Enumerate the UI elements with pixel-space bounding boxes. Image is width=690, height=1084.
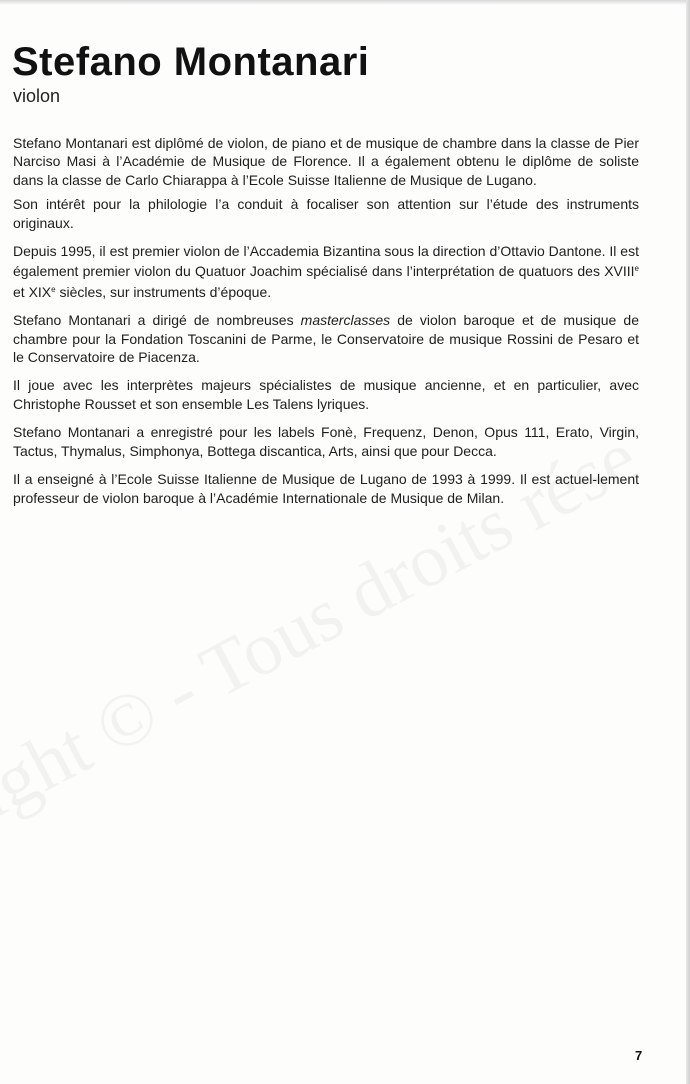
masterclasses-emphasis: masterclasses <box>300 312 391 329</box>
page-title: Stefano Montanari <box>12 40 370 84</box>
bio-paragraph-4-text-b: de violon baroque et de musique de chambre pour la Fondation Toscanini de Parme, le Conservatoire de musique Rossini de Pesaro et le Conservatoire de Piacenza. <box>13 312 639 366</box>
biography-text <box>13 134 639 517</box>
page-subtitle: violon <box>13 86 61 106</box>
scan-edge-top <box>0 0 690 5</box>
page-number: 7 <box>635 1048 643 1063</box>
bio-paragraph-4-text-a: Stefano Montanari a dirigé de nombreuses <box>13 312 301 329</box>
bio-paragraph-7: Il a enseigné à l’Ecole Suisse Italienne de Musique de Lugano de 1993 à 1999. Il est actuel-lement professeur de violon baroque à l’Académie Internationale de Musique de Milan. <box>13 471 639 506</box>
bio-paragraph-3-text-c: siècles, sur instruments d’époque. <box>55 283 272 300</box>
bio-paragraph-3 <box>13 242 639 301</box>
bio-paragraph-1: Stefano Montanari est diplômé de violon, de piano et de musique de chambre dans la classe de Pier Narciso Masi à l’Académie de Musique de Florence. Il a également obtenu le diplôme de soliste dans la classe de Carlo Chiarappa à l’Ecole Suisse Italienne de Musique de Lugano. <box>13 135 639 188</box>
bio-paragraph-3-text-a: Depuis 1995, il est premier violon de l’Accademia Bizantina sous la direction d’Ottavio Dantone. Il est également premier violon du Quatuor Joachim spécialisé dans l’interprétation de quatuors des XVIII <box>13 243 639 280</box>
century-superscript-19: e <box>51 284 56 294</box>
scan-edge-right <box>686 0 690 1084</box>
bio-paragraph-6: Stefano Montanari a enregistré pour les labels Fonè, Frequenz, Denon, Opus 111, Erato, Virgin, Tactus, Thymalus, Simphonya, Bottega discantica, Arts, ainsi que pour Decca. <box>13 424 639 459</box>
bio-paragraph-4 <box>13 311 639 366</box>
bio-paragraph-5: Il joue avec les interprètes majeurs spécialistes de musique ancienne, et en particulier, avec Christophe Rousset et son ensemble Les Talens lyriques. <box>13 377 639 412</box>
century-superscript-18: e <box>634 264 639 274</box>
bio-paragraph-3-text-b: et XIX <box>13 283 52 300</box>
bio-paragraph-2: Son intérêt pour la philologie l’a conduit à focaliser son attention sur l’étude des instruments originaux. <box>13 196 639 231</box>
